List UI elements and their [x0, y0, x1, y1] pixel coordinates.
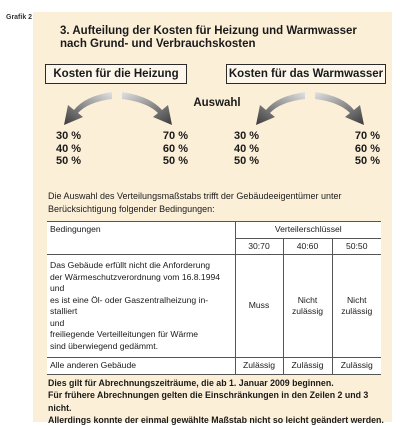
heating-right-percentages	[148, 130, 188, 168]
percentage-value: 40 %	[56, 142, 82, 155]
selection-info-text: Die Auswahl des Verteilungsmaßstabs trifft der Gebäudeeigentümer unter Berücksichtigung folgender Bedingungen:	[48, 191, 342, 214]
column-header: 30:70	[235, 238, 283, 255]
auswahl-label: Auswahl	[193, 97, 241, 109]
table-row	[47, 358, 381, 375]
percentage-value: 50 %	[56, 155, 82, 167]
percentage-value: 50 %	[354, 155, 380, 167]
footer-note: Dies gilt für Abrechnungszeiträume, die ab 1. Januar 2009 beginnen. Für frühere Abrechnungen gelten die Einschränkungen in den Zeilen 2 und 3 nicht. Allerdings konnte der einmal gewählte Maßstab nicht so leicht geändert werden.	[48, 378, 384, 425]
value-cell: Zulässig	[332, 358, 381, 375]
percentage-value: 40 %	[234, 142, 260, 155]
heating-left-arrow-icon	[64, 92, 112, 125]
condition-cell: Alle anderen Gebäude	[47, 358, 235, 375]
heating-right-arrow-icon	[122, 92, 172, 125]
percentage-value: 60 %	[162, 142, 188, 155]
header-conditions: Bedingungen	[47, 222, 235, 255]
table-row	[47, 255, 381, 358]
column-header: 40:60	[283, 238, 332, 255]
water-left-percentages	[234, 130, 274, 168]
condition-cell: Das Gebäude erfüllt nicht die Anforderung der Wärmeschutzverordnung vom 16.8.1994 und es ist eine Öl- oder Gaszentralheizung in- stalliert und freiliegende Verteilleitungen für Wärme sind überwiegend gedämmt.	[47, 255, 235, 358]
water-right-percentages	[340, 130, 380, 168]
figure-label: Grafik 2	[6, 14, 33, 21]
water-left-arrow-icon	[256, 92, 305, 125]
section-title: 3. Aufteilung der Kosten für Heizung und Warmwasser nach Grund- und Verbrauchskosten	[60, 25, 357, 50]
conditions-table	[47, 221, 381, 375]
heating-left-percentages	[56, 130, 96, 168]
value-cell: Muss	[235, 255, 283, 358]
water-cost-box: Kosten für das Warmwasser	[226, 64, 386, 84]
column-header: 50:50	[332, 238, 381, 255]
percentage-value: 30 %	[234, 130, 260, 142]
value-cell: Zulässig	[235, 358, 283, 375]
percentage-value: 30 %	[56, 130, 82, 142]
percentage-value: 50 %	[162, 155, 188, 167]
header-key: Verteilerschlüssel	[235, 222, 381, 239]
percentage-value: 70 %	[354, 130, 380, 142]
percentage-value: 60 %	[354, 142, 380, 155]
value-cell: Nicht zulässig	[283, 255, 332, 358]
value-cell: Nicht zulässig	[332, 255, 381, 358]
percentage-value: 50 %	[234, 155, 260, 167]
value-cell: Zulässig	[283, 358, 332, 375]
percentage-value: 70 %	[162, 130, 188, 142]
water-right-arrow-icon	[315, 92, 364, 125]
heating-cost-box: Kosten für die Heizung	[45, 64, 187, 84]
